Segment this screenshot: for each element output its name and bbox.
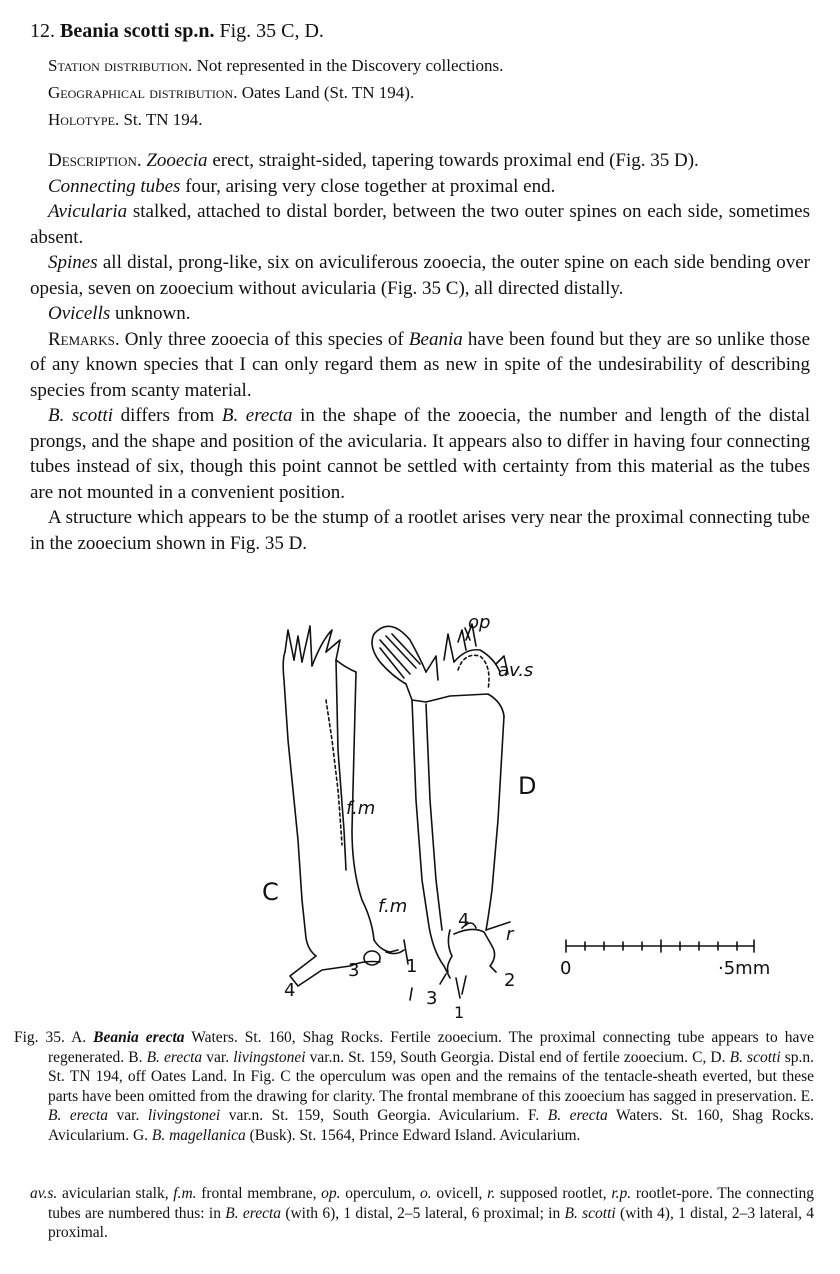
caption-paragraph [14, 1028, 814, 1145]
description-text-2: four, arising very close together at proximal end. [185, 175, 556, 197]
remarks-text-2b: in the shape of the zooecia, the number and length of the distal prongs, and the shape and position of the avicularia. It appears also to differ in having four connecting tubes instead of six, though this point cannot be settled with certainty from this material as the tubes are not mounted in a convenient position. [30, 405, 811, 503]
caption-variety-2: livingstonei [147, 1107, 221, 1124]
remarks-para-3 [30, 505, 810, 556]
term-spines: Spines [48, 252, 98, 273]
legend-text-6: operculum, [345, 1185, 416, 1202]
description-para-1 [30, 148, 810, 174]
caption-text-17: (Busk). St. 1564, Prince Edward Island. Avicularium. [249, 1126, 581, 1144]
geo-label: Geographical distribution. [48, 83, 238, 102]
legend-text-10: supposed rootlet, [499, 1185, 607, 1202]
remarks-para-2 [30, 403, 810, 505]
label-d: D [518, 772, 537, 800]
caption-text-13: var.n. St. 159, South Georgia. Avicularium. F. [228, 1107, 540, 1124]
caption-text-11: var. [116, 1107, 140, 1124]
label-fm-lower: f.m [378, 896, 408, 917]
description-block [30, 148, 810, 556]
legend-text-2: avicularian stalk, [61, 1185, 169, 1202]
station-distribution [48, 54, 503, 78]
label-op: op [468, 612, 491, 633]
caption-variety-1: livingstonei [233, 1048, 306, 1066]
zooecia-illustration [240, 600, 800, 1020]
legend-text-8: ovicell, [436, 1185, 483, 1202]
holotype-text: St. TN 194. [123, 110, 203, 129]
remarks-text-1b: have been found but they are so unlike those of any known species that I can only regard them as new in spite of the undesirability of describing species from scanty material. [30, 328, 811, 401]
caption-text-5: var. [206, 1048, 230, 1066]
label-avs: av.s [498, 660, 534, 681]
remarks-text-1a: Only three zooecia of this species of [124, 328, 404, 350]
caption-text-3: Waters. St. 160, Shag Rocks. Fertile zooecium. The proximal connecting tube appears to have regenerated. B. [48, 1029, 814, 1066]
legend-species-2: B. scotti [564, 1204, 616, 1222]
label-1-c: 1 [406, 956, 418, 977]
figure-legend [14, 1184, 814, 1243]
term-avicularia: Avicularia [48, 201, 128, 222]
figure-caption [14, 1028, 814, 1145]
legend-text-16: (with 4), 1 distal, 2–3 lateral, 4 proximal. [48, 1204, 815, 1241]
holotype-label: Holotype. [48, 110, 120, 129]
caption-species-3: B. scotti [729, 1048, 781, 1066]
label-4-c: 4 [284, 980, 296, 1001]
legend-abbrev-rp: r.p. [611, 1185, 632, 1202]
label-fm-upper: f.m [346, 798, 376, 819]
remarks-label: Remarks. [48, 328, 120, 350]
legend-abbrev-fm: f.m. [173, 1185, 197, 1202]
term-b-erecta: B. erecta [221, 405, 293, 426]
caption-text-7: var.n. St. 159, South Georgia. Distal end of fertile zooecium. C, D. [309, 1048, 726, 1066]
scale-bar [566, 940, 754, 952]
legend-abbrev-op: op. [321, 1185, 341, 1202]
legend-abbrev-r: r. [487, 1185, 496, 1202]
description-text-4: all distal, prong-like, six on aviculiferous zooecia, the outer spine on each side bending over opesia, seven on zooecium without avicularia (Fig. 35 C), all directed distally. [30, 252, 810, 299]
legend-text-14: (with 6), 1 distal, 2–5 lateral, 6 proximal; in [285, 1204, 561, 1222]
label-c: C [262, 878, 279, 906]
remarks-para-1 [30, 327, 810, 404]
species-heading [30, 20, 324, 43]
station-label: Station distribution. [48, 56, 193, 75]
caption-species-4: B. erecta [48, 1107, 108, 1124]
caption-species-5: B. erecta [547, 1107, 608, 1124]
caption-species-6: B. magellanica [151, 1126, 246, 1144]
description-text-5: unknown. [115, 303, 191, 324]
remarks-text-3: A structure which appears to be the stump of a rootlet arises very near the proximal connecting tube in the zooecium shown in Fig. 35 D. [30, 507, 810, 554]
figure-35-drawing [240, 600, 800, 1020]
geo-text: Oates Land (St. TN 194). [241, 83, 415, 102]
legend-abbrev-avs: av.s. [30, 1185, 58, 1202]
description-text-3: stalked, attached to distal border, between the two outer spines on each side, sometimes absent. [30, 201, 811, 248]
legend-text-4: frontal membrane, [201, 1185, 317, 1202]
caption-species-1: Beania erecta [93, 1029, 185, 1046]
scale-zero: 0 [560, 958, 572, 979]
caption-text-9: sp.n. St. TN 194, off Oates Land. In Fig. C the operculum was open and the remains of the tentacle-sheath everted, but these parts have been omitted from the drawing for clarity. The frontal membrane of this zooecium has sagged in preservation. E. [48, 1048, 815, 1105]
holotype [48, 108, 203, 132]
label-3-c: 3 [348, 960, 360, 981]
caption-text-15: Waters. St. 160, Shag Rocks. Avicularium. G. [48, 1107, 815, 1144]
term-b-scotti: B. scotti [48, 405, 114, 426]
label-r: r [506, 924, 514, 945]
description-para-4 [30, 250, 810, 301]
species-name: Beania scotti sp.n. [60, 20, 215, 42]
caption-species-2: B. erecta [146, 1048, 203, 1066]
legend-text-12: rootlet-pore. The connecting tubes are numbered thus: in [48, 1185, 815, 1222]
term-connecting-tubes: Connecting tubes [48, 175, 181, 197]
description-label: Description. [48, 150, 142, 171]
label-4-d: 4 [458, 910, 470, 931]
label-1-d: 1 [454, 1003, 465, 1020]
label-3-d: 3 [426, 988, 438, 1009]
station-text: Not represented in the Discovery collections. [196, 56, 504, 75]
term-beania: Beania [408, 328, 463, 350]
caption-text-1: Fig. 35. A. [14, 1029, 87, 1046]
description-para-3 [30, 199, 810, 250]
scale-end: ·5mm [718, 958, 771, 979]
figure-reference: Fig. 35 C, D. [219, 20, 324, 42]
description-para-5 [30, 301, 810, 327]
geographical-distribution [48, 81, 414, 105]
term-zooecia: Zooecia [146, 150, 208, 171]
species-number: 12. [30, 20, 55, 42]
label-2-d: 2 [504, 970, 516, 991]
legend-abbrev-o: o. [420, 1185, 432, 1202]
description-para-2 [30, 174, 810, 200]
zooecium-d-outline [372, 624, 510, 998]
description-text-1: erect, straight-sided, tapering towards proximal end (Fig. 35 D). [212, 150, 699, 171]
legend-species-1: B. erecta [225, 1204, 282, 1222]
remarks-text-2a: differs from [120, 405, 215, 426]
legend-paragraph [14, 1184, 814, 1243]
term-ovicells: Ovicells [48, 303, 111, 324]
